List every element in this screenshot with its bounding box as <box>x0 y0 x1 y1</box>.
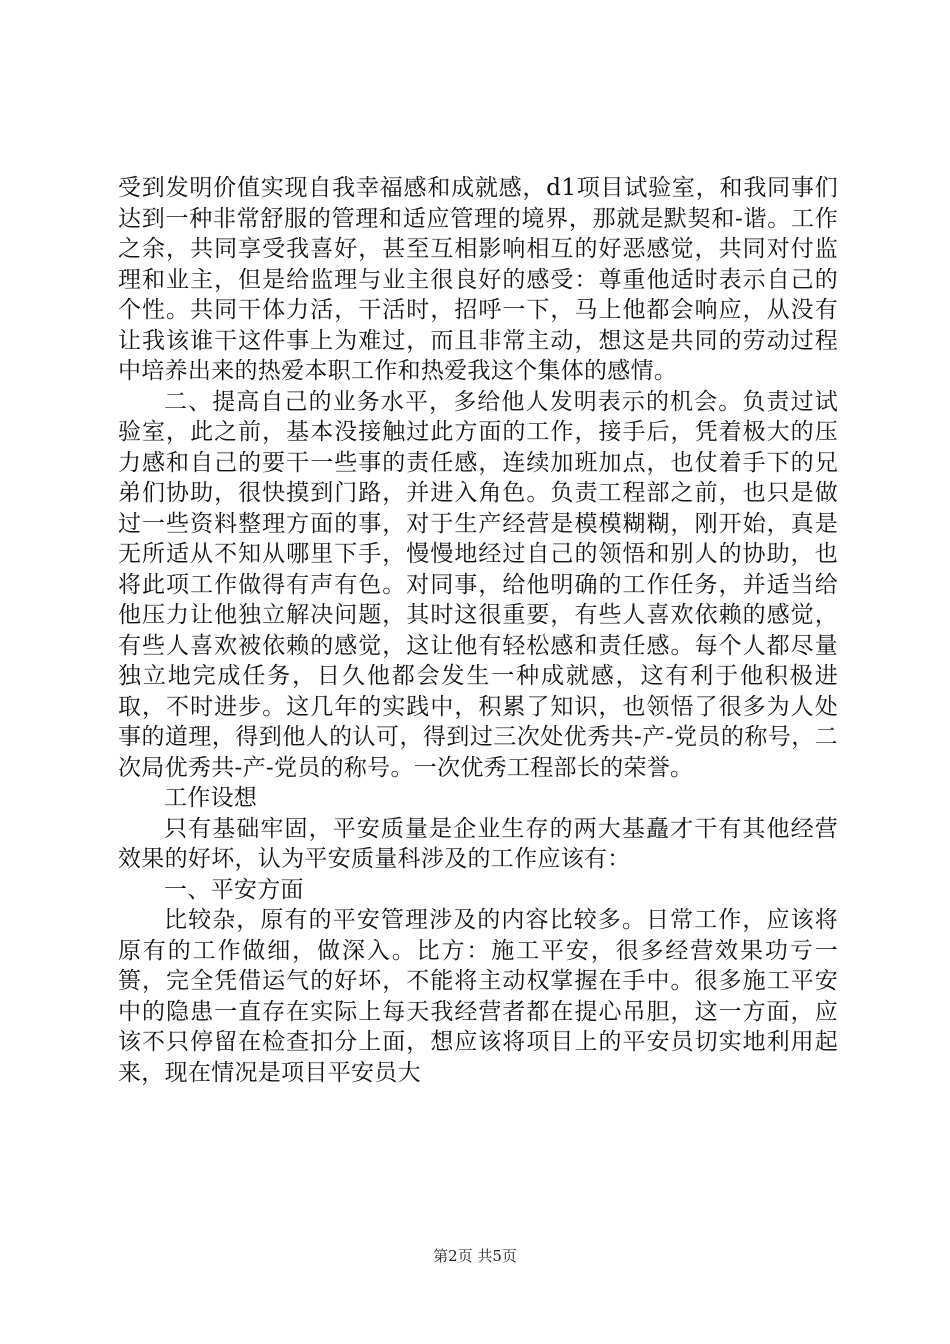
section-heading-work-plan: 工作设想 <box>164 785 258 811</box>
paragraph-business-level: 二、提高自己的业务水平，多给他人发明表示的机会。负责过试验室，此之前，基本没接触过此方面的工作，接手后，凭着极大的压力感和自己的要干一些事的责任感，连续加班加点，也仗着手下的兄弟们协助，很快摸到门路，并进入角色。负责工程部之前，也只是做过一些资料整理方面的事，对于生产经营是模模糊糊，刚开始，真是无所适从不知从哪里下手，慢慢地经过自己的领悟和别人的协助，也将此项工作做得有声有色。对同事，给他明确的工作任务，并适当给他压力让他独立解决问题，其时这很重要，有些人喜欢依赖的感觉，有些人喜欢被依赖的感觉，这让他有轻松感和责任感。每个人都尽量独立地完成任务，日久他都会发生一种成就感，这有利于他积极进取，不时进步。这几年的实践中，积累了知识，也领悟了很多为人处事的道理，得到他人的认可，得到过三次处优秀共-产-党员的称号，二次局优秀共-产-党员的称号。一次优秀工程部长的荣誉。 <box>118 388 838 781</box>
paragraph-foundation: 只有基础牢固，平安质量是企业生存的两大基矗才干有其他经营效果的好坏，认为平安质量科涉及的工作应该有： <box>118 815 838 872</box>
paragraph-continuation: 受到发明价值实现自我幸福感和成就感，d1项目试验室，和我同事们达到一种非常舒服的管理和适应管理的境界，那就是默契和-谐。工作之余，共同享受我喜好，甚至互相影响相互的好恶感觉，共同对付监理和业主，但是给监理与业主很良好的感受：尊重他适时表示自己的个性。共同干体力活，干活时，招呼一下，马上他都会响应，从没有让我该谁干这件事上为难过，而且非常主动，想这是共同的劳动过程中培养出来的热爱本职工作和热爱我这个集体的感情。 <box>118 175 838 384</box>
page-footer: 第2页 共5页 <box>433 1247 517 1265</box>
body-text <box>118 173 838 1088</box>
paragraph-safety-details: 比较杂，原有的平安管理涉及的内容比较多。日常工作，应该将原有的工作做细，做深入。比方：施工平安，很多经营效果功亏一篑，完全凭借运气的好坏，不能将主动权掌握在手中。很多施工平安中的隐患一直存在实际上每天我经营者都在提心吊胆，这一方面，应该不只停留在检查扣分上面，想应该将项目上的平安员切实地利用起来，现在情况是项目平安员大 <box>118 907 838 1086</box>
section-heading-safety: 一、平安方面 <box>164 876 304 903</box>
